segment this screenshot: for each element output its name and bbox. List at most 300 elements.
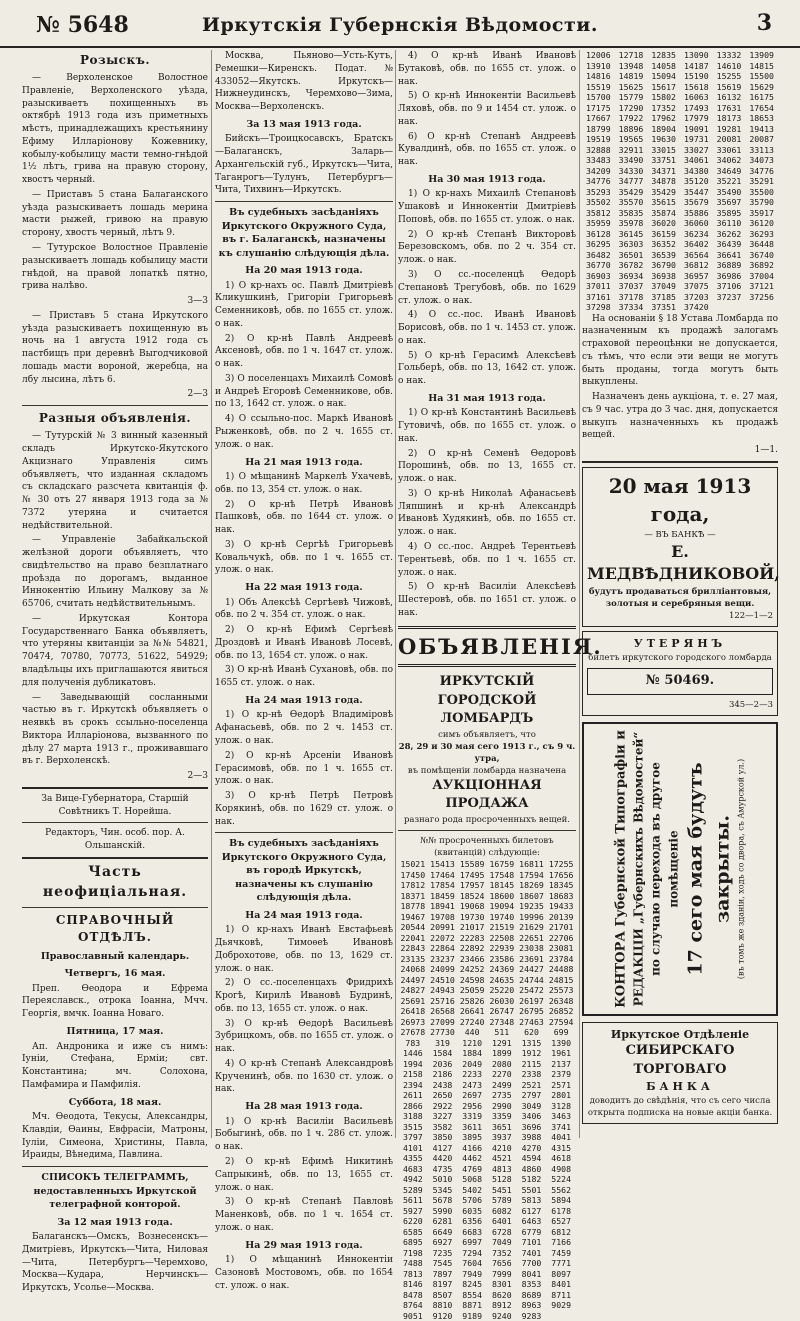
ticket-number: 20139 bbox=[548, 911, 574, 922]
court-case: 4) О сс.-пос. Иванѣ Ивановѣ Борисовѣ, обв. по 1 ч. 1453 ст. улож. о нак. bbox=[398, 310, 576, 346]
ticket-number: 15589 bbox=[459, 859, 485, 870]
court-date: На 29 мая 1913 года. bbox=[245, 1239, 363, 1251]
ticket-number: 14816 bbox=[586, 71, 611, 81]
calendar-saints: Преп. Ѳеодора и Ефрема Переяславск., отрока Ioанна, Мчч. Георгія, вмчк. Ioанна Новаго. bbox=[22, 983, 208, 1020]
ticket-number: 2990 bbox=[491, 1100, 512, 1111]
court-case: 2) О кр-нѣ Ефимѣ Никитинѣ Сапрыкинѣ, обв. по 13, 1655 ст. улож. о нак. bbox=[215, 1156, 393, 1193]
ticket-number: 9283 bbox=[521, 1310, 542, 1321]
ticket-number: 34380 bbox=[684, 165, 709, 176]
ticket-number: 14058 bbox=[651, 60, 676, 71]
ticket-number: 25573 bbox=[548, 985, 574, 996]
ticket-number: 15617 bbox=[651, 81, 676, 92]
ticket-number: 36501 bbox=[618, 249, 644, 260]
ticket-number: 7656 bbox=[491, 1258, 512, 1269]
lombard-note: На основаніи § 18 Устава Ломбарда по назначенным къ продажѣ залогамъ страховой переоцѣнки не допускается, съ тѣмъ, что если эти вещи не могутъ быть проданы, тогда могутъ быть выкуплены. bbox=[582, 313, 778, 388]
ticket-number: 35502 bbox=[586, 197, 611, 207]
lombard-dates: 28, 29 и 30 мая сего 1913 г., съ 9 ч. утра, bbox=[398, 741, 576, 764]
ad-sig: 122—1—2 bbox=[728, 611, 773, 622]
ticket-number: 18799 bbox=[586, 123, 611, 134]
ticket-number: 2697 bbox=[462, 1090, 483, 1101]
ticket-number: 13332 bbox=[716, 50, 742, 60]
ticket-number: 2922 bbox=[432, 1100, 453, 1111]
ticket-number: 24369 bbox=[489, 964, 515, 975]
lombard-name: ИРКУТСКІЙ ГОРОДСКОЙ ЛОМБАРДЪ bbox=[437, 674, 537, 727]
court-case: 1) О кр-нахъ ос. Павлѣ Дмитріевѣ Кликушкинѣ, Григоріи Григорьевѣ Семенниковѣ, обв. по 1655 ст. улож. о нак. bbox=[215, 280, 393, 329]
ticket-number: 6683 bbox=[462, 1226, 483, 1237]
ticket-number: 15094 bbox=[651, 71, 676, 81]
court-case: 1) О мѣщанинѣ Иннокентіи Сазоновѣ Мостовомъ, обв. по 1654 ст. улож. о нак. bbox=[215, 1255, 393, 1291]
ticket-number: 8689 bbox=[521, 1289, 542, 1300]
ticket-number: 17854 bbox=[430, 880, 455, 891]
ticket-number: 36957 bbox=[684, 270, 709, 281]
ticket-number: 1315 bbox=[521, 1037, 542, 1048]
ticket-number: 23466 bbox=[459, 953, 485, 964]
ticket-number: 1390 bbox=[551, 1037, 572, 1048]
ticket-number: 24827 bbox=[400, 985, 426, 996]
ticket-number: 17175 bbox=[586, 102, 611, 113]
ticket-number: 33483 bbox=[586, 155, 611, 165]
ticket-number: 17352 bbox=[651, 102, 676, 113]
ticket-number: 20087 bbox=[749, 134, 774, 144]
ticket-number: 19565 bbox=[618, 134, 644, 144]
ticket-number: 13910 bbox=[586, 60, 611, 71]
ticket-number: 24099 bbox=[430, 964, 455, 975]
court-case: 5) О кр-нѣ Герасимѣ Алексѣевѣ Гольберѣ, обв. по 13, 1642 ст. улож. о нак. bbox=[398, 350, 576, 387]
ticket-numbers bbox=[398, 859, 576, 1321]
ticket-number: 6585 bbox=[402, 1226, 423, 1237]
ticket-number: 37075 bbox=[684, 281, 709, 291]
ticket-number: 6927 bbox=[432, 1237, 453, 1248]
ticket-number: 5289 bbox=[402, 1184, 423, 1195]
ticket-number: 26973 bbox=[400, 1016, 426, 1027]
court-case: 4) О кр-нѣ Иванѣ Ивановѣ Бутаковѣ, обв. по 1655 ст. улож. о нак. bbox=[398, 51, 576, 87]
ticket-number: 24815 bbox=[548, 974, 574, 985]
ticket-number: 3463 bbox=[551, 1111, 572, 1122]
ticket-number: 15802 bbox=[651, 92, 676, 102]
calendar-heading: Православный календарь. bbox=[40, 950, 190, 962]
ticket-number: 4270 bbox=[521, 1142, 542, 1153]
ticket-number: 8478 bbox=[402, 1289, 423, 1300]
rozysk-sig: 3—3 bbox=[187, 296, 208, 307]
ticket-number: 34073 bbox=[749, 155, 774, 165]
ticket-number: 6812 bbox=[551, 1226, 572, 1237]
auction-sig: 1—1. bbox=[754, 445, 778, 456]
ticket-number: 17631 bbox=[716, 102, 742, 113]
ticket-number: 16063 bbox=[684, 92, 709, 102]
court-case: 1) О мѣщанинѣ Маркелѣ Ухачевѣ, обв. по 13, 354 ст. улож. о нак. bbox=[215, 472, 393, 495]
ticket-number: 5402 bbox=[462, 1184, 483, 1195]
ticket-number: 24635 bbox=[489, 974, 515, 985]
ticket-number: 2036 bbox=[432, 1058, 453, 1069]
ticket-number: 2158 bbox=[402, 1069, 423, 1080]
ticket-number: 5789 bbox=[491, 1195, 512, 1206]
court-date: На 31 мая 1913 года. bbox=[428, 392, 546, 404]
rozysk-notice: — Тутурское Волостное Правленіе разыскиваетъ лошадь кобылицу масти гнѣдой, на правой лопаткѣ пятно, грива налѣво. bbox=[22, 242, 208, 292]
ticket-number: 37161 bbox=[586, 291, 611, 302]
ticket-number: 2473 bbox=[462, 1079, 483, 1090]
ticket-number: 36352 bbox=[651, 239, 676, 249]
ticket-number: 2394 bbox=[402, 1079, 423, 1090]
bank-text: доводитъ до свѣдѣнія, что съ сего числа открыта подписка на новые акціи банка. bbox=[587, 1095, 773, 1118]
ticket-number: 18904 bbox=[651, 123, 676, 134]
ticket-number: 23135 bbox=[400, 953, 426, 964]
lost-number: № 50469. bbox=[587, 668, 773, 694]
ticket-number: 7813 bbox=[402, 1268, 423, 1279]
ticket-number: 7488 bbox=[402, 1258, 423, 1269]
ticket-number: 36934 bbox=[618, 270, 644, 281]
ticket-number: 6035 bbox=[462, 1205, 483, 1216]
rozysk-notice: — Приставъ 5 стана Балаганского уѣзда разыскиваетъ лошадь мерина масти рыжей, гривою на правую сторону, хвостъ черный, лѣтъ 9. bbox=[22, 189, 208, 239]
ticket-number: 36564 bbox=[684, 249, 709, 260]
calendar-day: Пятница, 17 мая. bbox=[66, 1026, 164, 1038]
ticket-number: 3582 bbox=[432, 1121, 453, 1132]
court-days-irkutsk bbox=[215, 909, 393, 1293]
ticket-number: 19730 bbox=[459, 911, 485, 922]
ticket-number: 24252 bbox=[459, 964, 485, 975]
ticket-number: 15190 bbox=[684, 71, 709, 81]
ticket-number: 4942 bbox=[402, 1174, 423, 1185]
notice-line-4: 17 сего мая будутъ закрыты. bbox=[684, 762, 734, 976]
column-2 bbox=[215, 50, 393, 1291]
ticket-number: 1899 bbox=[491, 1048, 512, 1059]
ticket-number: 511 bbox=[494, 1027, 510, 1038]
ticket-number: 27678 bbox=[400, 1027, 426, 1038]
ticket-number: 36020 bbox=[651, 218, 676, 228]
ticket-number: 34062 bbox=[716, 155, 742, 165]
ticket-number: 36262 bbox=[716, 228, 742, 239]
ticket-number: 7459 bbox=[551, 1247, 572, 1258]
ticket-number: 34776 bbox=[749, 165, 774, 176]
ticket-number: 18941 bbox=[430, 901, 455, 912]
ticket-number: 8620 bbox=[491, 1289, 512, 1300]
ticket-number: 35697 bbox=[716, 197, 742, 207]
ticket-number: 5128 bbox=[491, 1174, 512, 1185]
ticket-number: 8507 bbox=[432, 1289, 453, 1300]
court-case: 3) О поселенцахъ Михаилѣ Сомовѣ и Андреѣ Егоровѣ Семенникове, обв. по 13, 1642 ст. улож. о нак. bbox=[215, 373, 393, 410]
ticket-number: 17548 bbox=[489, 869, 515, 880]
bank-ad bbox=[582, 1022, 778, 1124]
ticket-number: 4769 bbox=[462, 1163, 483, 1174]
ticket-number: 3049 bbox=[521, 1100, 542, 1111]
calendar-day: Суббота, 18 мая. bbox=[68, 1096, 162, 1108]
ticket-number: 1584 bbox=[432, 1048, 453, 1059]
court-date: На 22 мая 1913 года. bbox=[245, 582, 363, 594]
section-text: Бийскъ—Троицкосавскъ, Братскъ—Балаганскъ, Заларь—Архангельскій губ., Иркутскъ—Чита, Таганрогъ—Тулунъ, Петербургъ—Чита, Тихвинъ—Иркутскъ. bbox=[215, 134, 393, 196]
ticket-number: 22072 bbox=[430, 932, 455, 943]
notice-line-1: КОНТОРА Губернской Типографіи и bbox=[613, 729, 629, 1008]
ticket-number: 36790 bbox=[651, 260, 676, 270]
ticket-number: 15700 bbox=[586, 92, 611, 102]
ticket-number: 6527 bbox=[551, 1216, 572, 1227]
ticket-number: 26795 bbox=[519, 1006, 544, 1017]
ticket-number: 2186 bbox=[432, 1069, 453, 1080]
ticket-number: 18778 bbox=[400, 901, 426, 912]
ticket-number: 37049 bbox=[651, 281, 676, 291]
ticket-number: 18896 bbox=[618, 123, 644, 134]
ticket-number: 37004 bbox=[749, 270, 774, 281]
ticket-number: 27240 bbox=[459, 1016, 485, 1027]
ad-text: будутъ продаваться бриллiантовыя, золотыя и серебряныя вещи. bbox=[588, 587, 772, 610]
ticket-number: 2650 bbox=[432, 1090, 453, 1101]
ticket-number: 3611 bbox=[462, 1121, 483, 1132]
telegram-intro: Москва, Пьяново—Усть-Кутъ, Ремешки—Киренскъ. Подат. № 433052—Якутскъ. Иркутскъ—Нижнеудинскъ, Черемхово—Зима, Москва—Верхоленскъ. bbox=[215, 51, 393, 113]
auction-time: Назначенъ день аукціона, т. е. 27 мая, съ 9 час. утра до 3 час. дня, допускается выкупъ назначенныхъ къ продажѣ вещей. bbox=[582, 392, 778, 441]
ticket-number: 35978 bbox=[618, 218, 644, 228]
ticket-number: 25716 bbox=[430, 995, 455, 1006]
ticket-number: 36295 bbox=[586, 239, 611, 249]
ticket-number: 35790 bbox=[749, 197, 774, 207]
ticket-number: 19235 bbox=[519, 901, 544, 912]
column-divider bbox=[395, 50, 396, 1138]
court-case: 2) О кр-нѣ Павлѣ Андреевѣ Аксеновѣ, обв. по 1 ч. 1647 ст. улож. о нак. bbox=[215, 333, 393, 370]
ticket-number: 3696 bbox=[521, 1121, 542, 1132]
ticket-number: 33061 bbox=[716, 144, 742, 155]
ticket-number: 22651 bbox=[519, 932, 544, 943]
ticket-number: 7771 bbox=[551, 1258, 572, 1269]
ticket-number: 8146 bbox=[402, 1279, 423, 1290]
court-date: На 21 мая 1913 года. bbox=[245, 456, 363, 468]
telegrams-date: За 12 мая 1913 года. bbox=[57, 1216, 173, 1228]
ticket-number: 35447 bbox=[684, 186, 709, 197]
ticket-number: 22939 bbox=[489, 943, 515, 954]
misc-notice: — Иркутская Контора Государственнаго Банка объявляетъ, что утеряны квитанціи за №№ 54821, 70474, 70780, 70773, 51622, 54929; владѣльцы ихъ приглашаются явиться для полученія дубликатовъ. bbox=[22, 613, 208, 688]
court-date: На 24 мая 1913 года. bbox=[245, 694, 363, 706]
ticket-number: 36128 bbox=[586, 228, 611, 239]
ticket-number: 16132 bbox=[716, 92, 742, 102]
ticket-number: 37106 bbox=[716, 281, 742, 291]
ticket-number: 8353 bbox=[521, 1279, 542, 1290]
ticket-number: 3741 bbox=[551, 1121, 572, 1132]
ticket-numbers-continued bbox=[582, 50, 778, 313]
unofficial-part: Часть неофиціальная. bbox=[42, 863, 188, 900]
ticket-number: 18145 bbox=[489, 880, 515, 891]
ticket-number: 24943 bbox=[430, 985, 455, 996]
ticket-number: 2571 bbox=[551, 1079, 572, 1090]
ticket-number: 15500 bbox=[749, 71, 774, 81]
ticket-number: 37237 bbox=[716, 291, 742, 302]
ticket-number: 17464 bbox=[430, 869, 455, 880]
court-case: 2) О кр-нѣ Арсеніи Ивановѣ Герасимовѣ, обв. по 1 ч. 1655 ст. улож. о нак. bbox=[215, 750, 393, 787]
ticket-number: 22041 bbox=[400, 932, 426, 943]
ticket-number: 36303 bbox=[618, 239, 644, 249]
ticket-number: 27594 bbox=[548, 1016, 574, 1027]
ticket-number: 15625 bbox=[618, 81, 644, 92]
ticket-number: 440 bbox=[464, 1027, 480, 1038]
ticket-number: 36938 bbox=[651, 270, 676, 281]
ticket-number: 4210 bbox=[491, 1142, 512, 1153]
ticket-number: 9051 bbox=[402, 1310, 423, 1321]
ticket-number: 26030 bbox=[489, 995, 515, 1006]
ticket-number: 5451 bbox=[491, 1184, 512, 1195]
ticket-number: 37185 bbox=[651, 291, 676, 302]
ticket-number: 5813 bbox=[521, 1195, 542, 1206]
court-case: 3) О кр-нѣ Сергѣѣ Григорьевѣ Ковальчукѣ, обв. по 1 ч. 1655 ст. улож. о нак. bbox=[215, 539, 393, 576]
ticket-number: 3406 bbox=[521, 1111, 542, 1122]
ticket-number: 34878 bbox=[651, 176, 676, 186]
ticket-number: 26197 bbox=[519, 995, 544, 1006]
ticket-number: 22283 bbox=[459, 932, 485, 943]
court-date: На 30 мая 1913 года. bbox=[428, 173, 546, 185]
ticket-number: 19094 bbox=[489, 901, 515, 912]
ticket-number: 15021 bbox=[400, 859, 426, 870]
ticket-number: 8097 bbox=[551, 1268, 572, 1279]
ticket-number: 12006 bbox=[586, 50, 611, 60]
court-heading-balagansk: Въ судебныхъ засѣданіяхъ Иркутского Окружного Суда, въ г. Балаганскѣ, назначены къ слушанію слѣдующія дѣла. bbox=[218, 207, 390, 259]
notice-footnote: (въ томъ же зданіи, ходъ со двора, съ Амурской ул.) bbox=[737, 758, 747, 979]
ticket-number: 14819 bbox=[618, 71, 644, 81]
ticket-number: 12718 bbox=[618, 50, 644, 60]
ticket-number: 7401 bbox=[521, 1247, 542, 1258]
ticket-number: 8401 bbox=[551, 1279, 572, 1290]
ticket-number: 7101 bbox=[521, 1237, 542, 1248]
calendar-day: Четвергъ, 16 мая. bbox=[64, 968, 166, 980]
court-case: 6) О кр-нѣ Степанѣ Андреевѣ Кувалдинѣ, обв. по 1655 ст. улож. о нак. bbox=[398, 131, 576, 168]
ticket-number: 37121 bbox=[749, 281, 774, 291]
bank-heading: Иркутское Отдѣленіе bbox=[610, 1027, 750, 1041]
ticket-number: 36641 bbox=[716, 249, 742, 260]
ticket-number: 5501 bbox=[521, 1184, 542, 1195]
ticket-number: 24598 bbox=[459, 974, 485, 985]
court-case: 2) О кр-нѣ Степанѣ Викторовѣ Березовскомъ, обв. по 2 ч. 354 ст. улож. о нак. bbox=[398, 229, 576, 266]
ticket-number: 35917 bbox=[749, 207, 774, 218]
ticket-number: 21629 bbox=[519, 922, 544, 933]
column-1 bbox=[22, 50, 208, 1294]
ticket-number: 17957 bbox=[459, 880, 485, 891]
ticket-number: 4462 bbox=[462, 1153, 483, 1164]
ticket-number: 8810 bbox=[432, 1300, 453, 1311]
lost-text: билетъ иркутского городского ломбарда bbox=[588, 653, 772, 663]
ticket-number: 33751 bbox=[651, 155, 676, 165]
court-case: 2) О кр-нѣ Семенѣ Ѳедоровѣ Порошинѣ, обв. по 13, 1655 ст. улож. о нак. bbox=[398, 448, 576, 485]
ticket-number: 17812 bbox=[400, 880, 426, 891]
court-case: 2) О кр-нѣ Петрѣ Ивановѣ Пашковѣ, обв. по 1644 ст. улож. о нак. bbox=[215, 499, 393, 536]
ticket-number: 7604 bbox=[462, 1258, 483, 1269]
ticket-number: 3128 bbox=[551, 1100, 572, 1111]
ticket-number: 4618 bbox=[551, 1153, 572, 1164]
ticket-number: 6779 bbox=[521, 1226, 542, 1237]
ticket-number: 22843 bbox=[400, 943, 426, 954]
ticket-number: 35895 bbox=[716, 207, 742, 218]
ticket-number: 4101 bbox=[402, 1142, 423, 1153]
court-case: 3) О кр-нѣ Иванѣ Сухановѣ, обв. по 1655 ст. улож. о нак. bbox=[215, 665, 393, 689]
ticket-number: 5562 bbox=[551, 1184, 572, 1195]
ticket-number: 19413 bbox=[749, 123, 774, 134]
ticket-number: 6281 bbox=[432, 1216, 453, 1227]
ticket-number: 24427 bbox=[519, 964, 544, 975]
misc-notice: — Тутурскій № 3 винный казенный складъ Иркутско-Якутского Акцизнаго Управленія симъ объявляетъ, что изданная складомъ съ складскаго разсчета квитанція ф. № 30 отъ 27 января 1913 года за № 7372 утеряна и считается недѣйствительной. bbox=[22, 431, 208, 531]
ticket-number: 17255 bbox=[548, 859, 574, 870]
ticket-number: 4166 bbox=[462, 1142, 483, 1153]
court-case: 2) О сс.-поселенцахъ Фридрихѣ Крогѣ, Кирилѣ Ивановѣ Будринѣ, обв. по 13, 1655 ст. улож. о нак. bbox=[215, 978, 393, 1014]
ticket-number: 5010 bbox=[432, 1174, 453, 1185]
ticket-number: 18459 bbox=[430, 890, 455, 901]
ticket-number: 2956 bbox=[462, 1100, 483, 1111]
ticket-number: 3651 bbox=[491, 1121, 512, 1132]
editor-line: Редакторъ, Чин. особ. пор. А. Ольшанскій. bbox=[45, 828, 185, 852]
court-date: На 28 мая 1913 года. bbox=[245, 1101, 363, 1113]
vice-governor: За Вице-Губернатора, Старшій Совѣтникъ Т. Норейша. bbox=[41, 793, 189, 817]
ticket-number: 699 bbox=[553, 1027, 569, 1038]
ticket-number: 319 bbox=[435, 1037, 450, 1048]
ticket-number: 37256 bbox=[749, 291, 774, 302]
ticket-number: 36770 bbox=[586, 260, 611, 270]
court-case: 5) О кр-нѣ Василіи Алексѣевѣ Шестеровѣ, обв. по 1651 ст. улож. о нак. bbox=[398, 582, 576, 618]
ticket-number: 35886 bbox=[684, 207, 709, 218]
ticket-number: 3359 bbox=[491, 1111, 512, 1122]
bank-name: СИБИРСКАГО ТОРГОВАГО bbox=[625, 1043, 735, 1077]
ticket-number: 6728 bbox=[491, 1226, 512, 1237]
ticket-number: 36448 bbox=[749, 239, 774, 249]
ticket-number: 34649 bbox=[716, 165, 742, 176]
ticket-number: 37011 bbox=[586, 281, 611, 291]
ticket-number: 33015 bbox=[651, 144, 676, 155]
court-case: 5) О кр-нѣ Иннокентіи Васильевѣ Ляховѣ, обв. по 9 и 1454 ст. улож. о нак. bbox=[398, 91, 576, 127]
ticket-number: 35959 bbox=[586, 218, 611, 228]
ticket-number: 24510 bbox=[430, 974, 455, 985]
ticket-number: 15413 bbox=[430, 859, 455, 870]
ticket-number: 8871 bbox=[462, 1300, 483, 1311]
ticket-number: 3515 bbox=[402, 1121, 423, 1132]
ticket-number: 13909 bbox=[749, 50, 774, 60]
ticket-number: 5611 bbox=[402, 1195, 423, 1206]
ticket-number: 1912 bbox=[521, 1048, 542, 1059]
ticket-number: 15629 bbox=[749, 81, 774, 92]
court-days-balagansk bbox=[215, 264, 393, 828]
ticket-number: 2338 bbox=[521, 1069, 542, 1080]
ticket-number: 36159 bbox=[651, 228, 676, 239]
ticket-number: 20081 bbox=[716, 134, 742, 144]
ticket-number: 25826 bbox=[459, 995, 485, 1006]
ticket-number: 4860 bbox=[521, 1163, 542, 1174]
raznye-heading: Разныя объявленія. bbox=[38, 411, 192, 426]
ticket-number: 27099 bbox=[430, 1016, 455, 1027]
ticket-number: 7700 bbox=[521, 1258, 542, 1269]
lost-heading: УТЕРЯНЪ bbox=[633, 637, 727, 651]
court-case: 3) О сс.-поселенцѣ Ѳедорѣ Степановѣ Трегубовѣ, обв. по 1629 ст. улож. о нак. bbox=[398, 269, 576, 306]
ticket-number: 35812 bbox=[586, 207, 611, 218]
ticket-number: 18683 bbox=[548, 890, 574, 901]
ticket-number: 35679 bbox=[684, 197, 709, 207]
ticket-number: 15619 bbox=[716, 81, 742, 92]
calendar-days bbox=[22, 967, 208, 1162]
ticket-number: 37334 bbox=[618, 302, 644, 312]
auction-subtitle: разнаго рода просроченныхъ вещей. bbox=[403, 814, 571, 825]
ticket-number: 36060 bbox=[684, 218, 709, 228]
ticket-number: 7949 bbox=[462, 1268, 483, 1279]
ticket-number: 4315 bbox=[551, 1142, 572, 1153]
court-case: 1) Объ Алексѣѣ Сергѣевѣ Чижовѣ, обв. по 2 ч. 354 ст. улож. о нак. bbox=[215, 597, 393, 621]
ticket-number: 14815 bbox=[749, 60, 774, 71]
ticket-number: 35570 bbox=[618, 197, 644, 207]
ticket-number: 6401 bbox=[491, 1216, 512, 1227]
ticket-number: 19740 bbox=[489, 911, 515, 922]
ticket-number: 19996 bbox=[519, 911, 544, 922]
issue-number: № 5648 bbox=[36, 12, 129, 38]
ticket-number: 35429 bbox=[618, 186, 644, 197]
office-closure-notice bbox=[582, 722, 778, 1016]
newspaper-title: Иркутскія Губернскія Вѣдомости. bbox=[202, 14, 598, 36]
ticket-number: 20544 bbox=[400, 922, 426, 933]
ticket-number: 8711 bbox=[551, 1289, 572, 1300]
ticket-number: 9029 bbox=[551, 1300, 572, 1311]
ticket-number: 7352 bbox=[491, 1247, 512, 1258]
ticket-number: 8301 bbox=[491, 1279, 512, 1290]
ticket-number: 18600 bbox=[489, 890, 515, 901]
ticket-number: 2137 bbox=[551, 1058, 572, 1069]
ticket-number: 17594 bbox=[519, 869, 544, 880]
ticket-number: 26418 bbox=[400, 1006, 426, 1017]
ticket-number: 1291 bbox=[491, 1037, 512, 1048]
